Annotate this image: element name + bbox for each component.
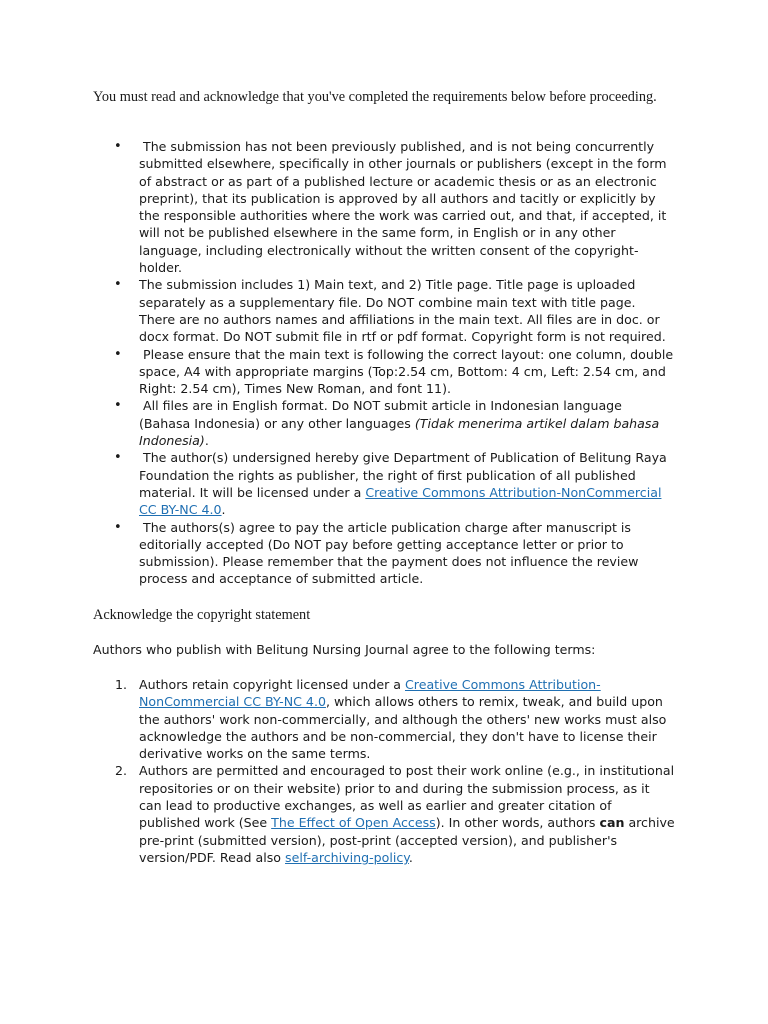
terms-intro: Authors who publish with Belitung Nursing Journal agree to the following terms: — [93, 642, 596, 657]
requirement-tail: . — [221, 502, 226, 518]
requirement-text: The submission includes 1) Main text, and 2) Title page. Title page is uploaded separately as a supplementary file. Do NOT combine main text with title page. There are no authors names and affiliations in the main text. All files are in doc. or docx format. Do NOT submit file in rtf or pdf format. Copyright form is not required. — [139, 277, 666, 345]
bullet: • — [114, 277, 122, 293]
requirement-item — [0, 346, 675, 398]
requirement-text: The author(s) undersigned hereby give Department of Publication of Belitung Raya Foundation the rights as publisher, the right of first publication of all published material. It will be licensed under a — [139, 450, 667, 500]
intro-text: You must read and acknowledge that you've completed the requirements below before proceeding. — [93, 89, 657, 105]
bullet: • — [114, 346, 122, 362]
requirement-item — [0, 519, 675, 588]
term-text: Authors are permitted and encouraged to post their work online (e.g., in institutional repositories or on their website) prior to and during the submission process, as it can lead to productive exchanges, as well as earlier and greater citation of published work (See — [139, 763, 675, 831]
copyright-heading: Acknowledge the copyright statement — [93, 607, 311, 623]
bullet: • — [114, 450, 122, 466]
term-text-mid: ). In other words, authors — [435, 815, 600, 831]
requirement-tail: . — [204, 433, 209, 449]
requirement-item — [0, 449, 675, 518]
bullet: • — [114, 139, 122, 154]
requirement-item — [0, 138, 675, 276]
requirements-list — [0, 138, 768, 588]
requirement-text: All files are in English format. Do NOT submit article in Indonesian language (Bahasa Indonesia) or any other languages — [139, 398, 622, 431]
term-text: Authors retain copyright licensed under a — [139, 677, 405, 692]
term-item — [0, 676, 675, 762]
term-bold-text: can — [599, 815, 625, 831]
term-item — [0, 762, 675, 866]
requirement-italic-text: (Tidak menerima artikel dalam bahasa Indonesia) — [139, 415, 660, 449]
term-number: 2. — [115, 763, 128, 779]
term-number: 1. — [115, 677, 128, 692]
requirement-item — [0, 276, 675, 345]
term-tail: . — [408, 849, 413, 865]
terms-list — [0, 676, 768, 866]
cc-license-link[interactable]: Creative Commons Attribution-NonCommercial CC BY-NC 4.0 — [139, 484, 662, 518]
requirement-text: The submission has not been previously published, and is not being concurrently submitted elsewhere, specifically in other journals or publishers (except in the form of abstract or as part of a published lecture or academic thesis or as an electronic preprint), that its publication is approved by all authors and tacitly or explicitly by the responsible authorities where the work was carried out, and that, if accepted, it will not be published elsewhere in the same form, in English or in any other language, including electronically without the written consent of the copyright-holder. — [139, 139, 667, 276]
requirement-text: Please ensure that the main text is following the correct layout: one column, double space, A4 with appropriate margins (Top:2.54 cm, Bottom: 4 cm, Left: 2.54 cm, and Right: 2.54 cm), Times New Roman, and font 11). — [139, 346, 674, 397]
self-archiving-policy-link[interactable]: self-archiving-policy — [285, 849, 409, 865]
requirement-text: The authors(s) agree to pay the article publication charge after manuscript is editorially accepted (Do NOT pay before getting acceptance letter or prior to submission). Please remember that the payment does not influence the review process and acceptance of submitted article. — [139, 519, 639, 587]
cc-license-link[interactable]: Creative Commons Attribution-NonCommercial CC BY-NC 4.0 — [139, 677, 601, 710]
term-text-post: archive pre-print (submitted version), post-print (accepted version), and publisher's version/PDF. Read also — [139, 815, 675, 865]
requirement-item — [0, 397, 675, 449]
bullet: • — [114, 519, 122, 535]
bullet: • — [114, 398, 122, 414]
open-access-effect-link[interactable]: The Effect of Open Access — [271, 815, 436, 831]
term-text-post: , which allows others to remix, tweak, and build upon the authors' work non-commercially, and although the others' new works must also acknowledge the authors and be non-commercial, they don't have to license their derivative works on the same terms. — [139, 694, 667, 762]
